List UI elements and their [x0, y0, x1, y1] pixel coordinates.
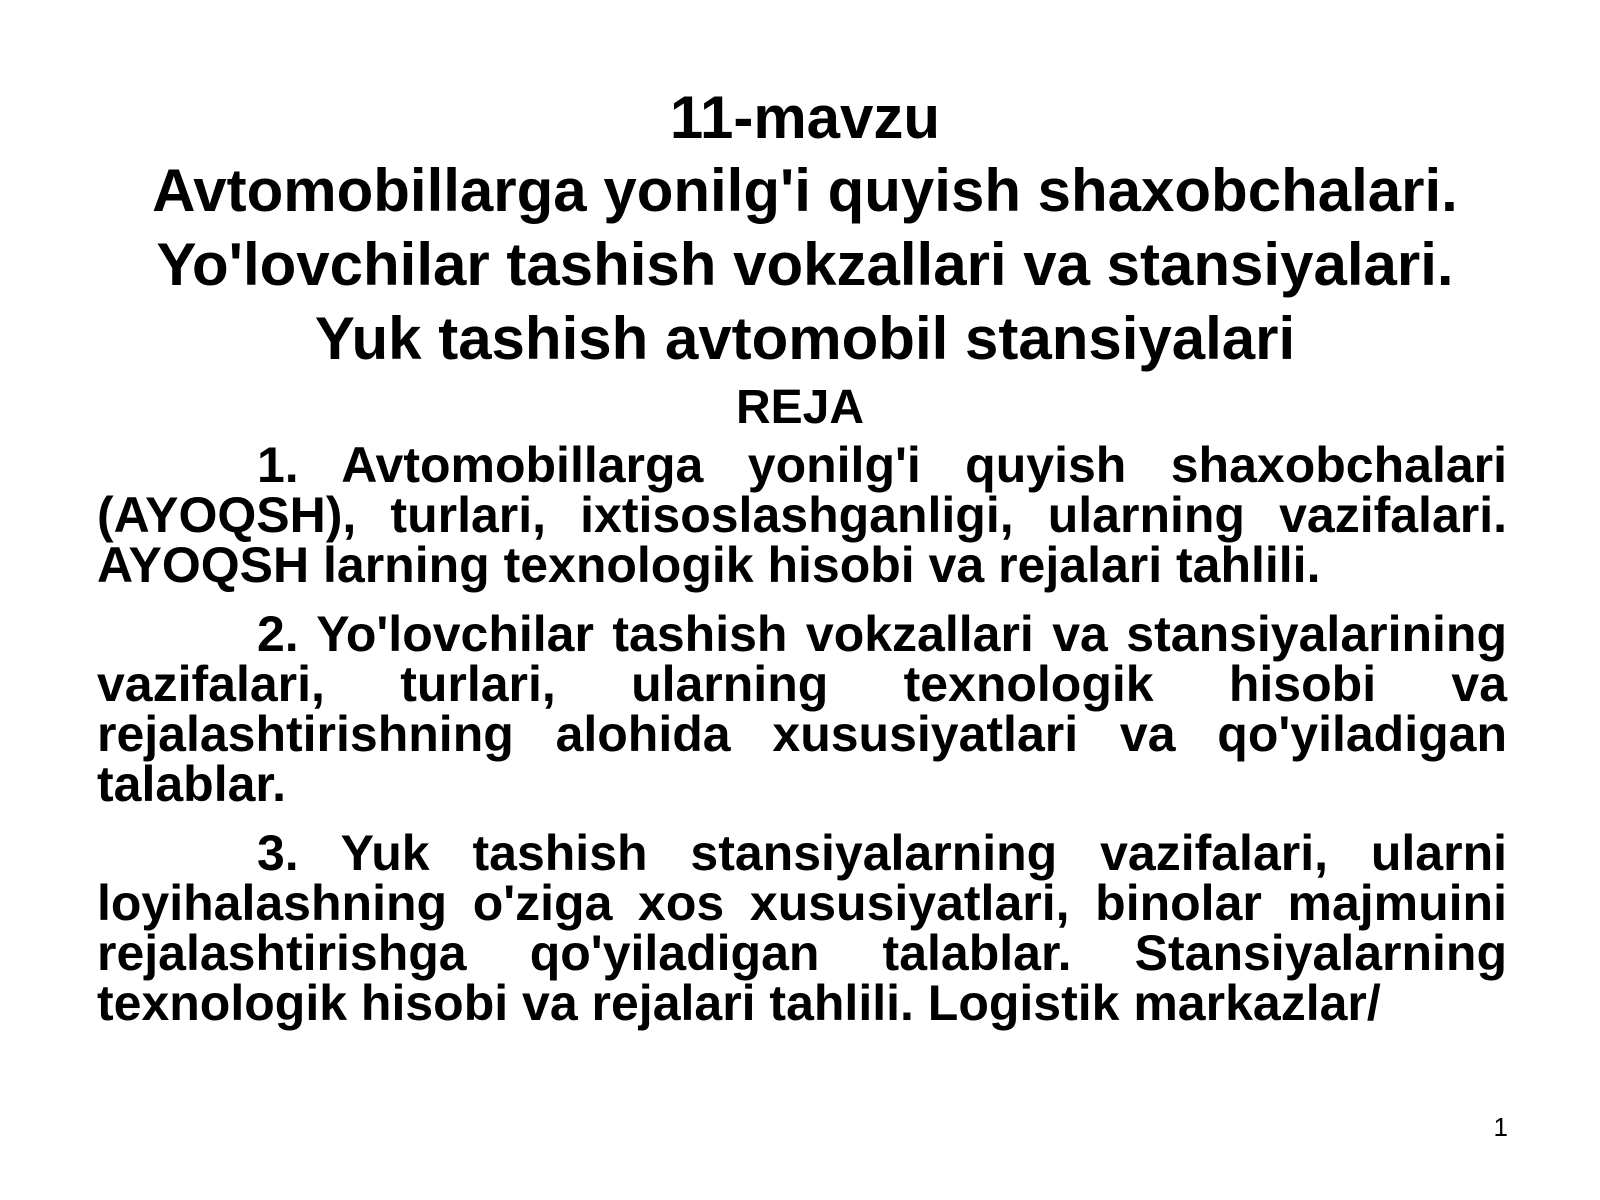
- title-block: [100, 82, 1510, 376]
- plan-item-1: 1. Avtomobillarga yonilg'i quyish shaxobchalari (AYOQSH), turlari, ixtisoslashganligi, ularning vazifalari. AYOQSH larning texnologik hisobi va rejalari tahlili.: [97, 437, 1507, 593]
- plan-item-2: 2. Yo'lovchilar tashish vokzallari va stansiyalarining vazifalari, turlari, ularning texnologik hisobi va rejalashtirishning alohida xususiyatlari va qo'yiladigan talablar.: [97, 606, 1507, 812]
- title-line-1: Avtomobillarga yonilg'i quyish shaxobchalari.: [152, 157, 1458, 224]
- plan-heading: REJA: [735, 381, 865, 434]
- plan-list: [97, 437, 1507, 1047]
- page-number: 1: [1493, 1112, 1508, 1142]
- title-line-2: Yo'lovchilar tashish vokzallari va stansiyalari.: [156, 231, 1454, 298]
- title-line-3: Yuk tashish avtomobil stansiyalari: [314, 305, 1296, 372]
- plan-item-3: 3. Yuk tashish stansiyalarning vazifalari, ularni loyihalashning o'ziga xos xususiyatlari, binolar majmuini rejalashtirishga qo'yiladigan talablar. Stansiyalarning texnologik hisobi va rejalari tahlili. Logistik markazlar/: [97, 825, 1507, 1031]
- topic-number: 11-mavzu: [669, 84, 941, 151]
